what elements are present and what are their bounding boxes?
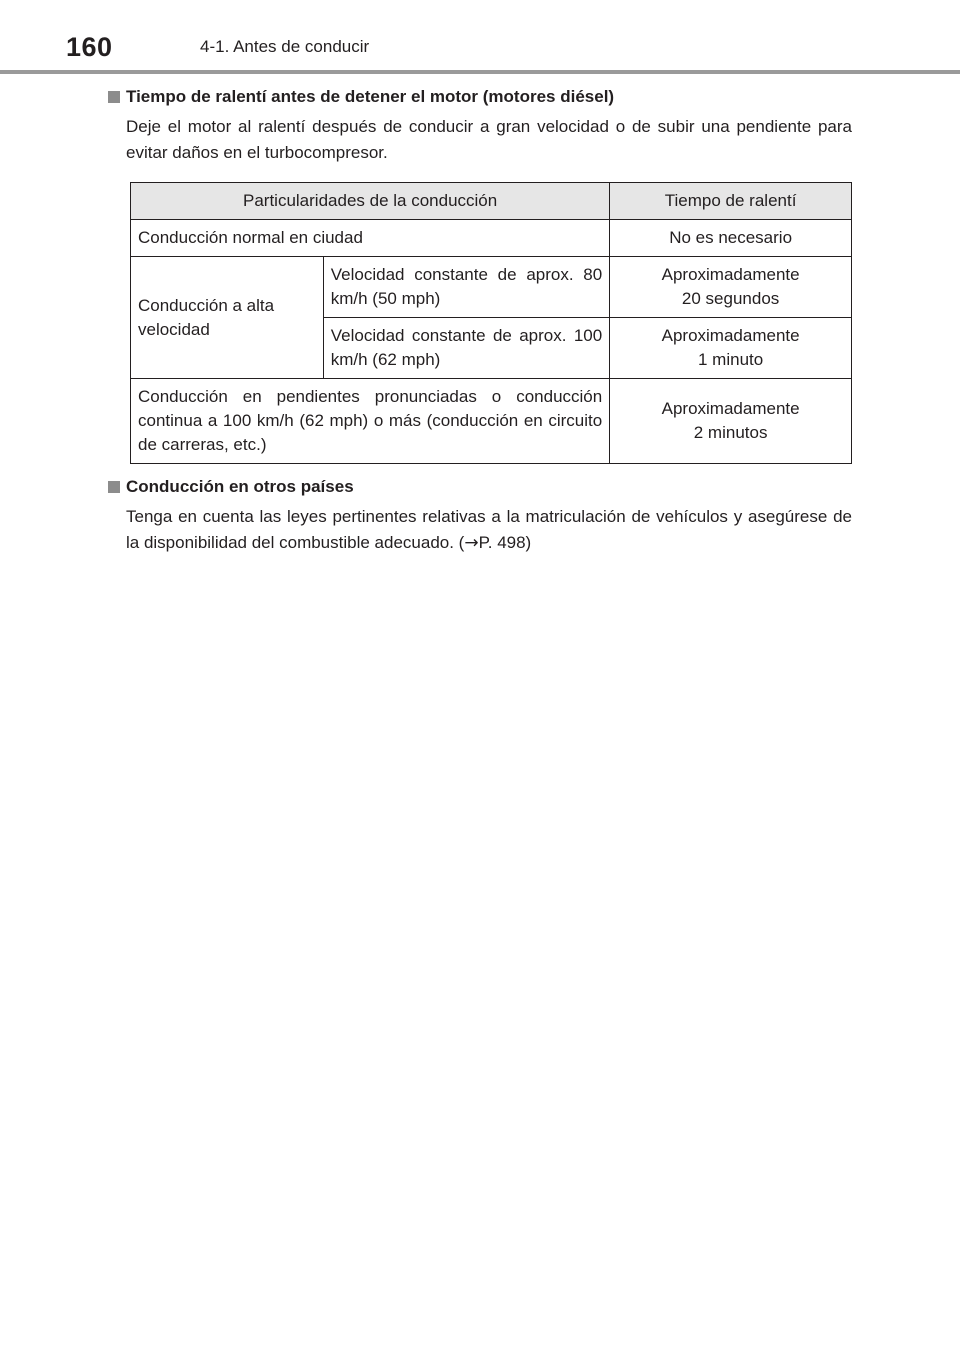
cell-speed-80-condition: Velocidad constante de aprox. 80 km/h (50 mph) (323, 257, 609, 318)
cell-city-time: No es necesario (610, 220, 852, 257)
table-row (131, 220, 852, 257)
header-idle-time: Tiempo de ralentí (610, 183, 852, 220)
table-row (131, 379, 852, 464)
table-row (131, 257, 852, 318)
cell-speed-80-time (610, 257, 852, 318)
idle-time-table (130, 182, 852, 464)
abroad-heading-text: Conducción en otros países (126, 477, 354, 496)
idle-paragraph: Deje el motor al ralentí después de conducir a gran velocidad o de subir una pendiente para evitar daños en el turbocompresor. (126, 117, 852, 162)
abroad-heading (108, 474, 852, 500)
time-line: 20 segundos (681, 289, 780, 308)
cell-city-condition: Conducción normal en ciudad (131, 220, 610, 257)
square-bullet-icon (108, 481, 120, 493)
square-bullet-icon (108, 91, 120, 103)
page-reference-link[interactable]: P. 498) (478, 533, 532, 552)
cell-speed-100-time (610, 318, 852, 379)
time-line: Aproximadamente (661, 399, 800, 418)
time-line: Aproximadamente (661, 326, 800, 345)
time-line: Aproximadamente (661, 265, 800, 284)
abroad-text: Tenga en cuenta las leyes pertinentes relativas a la matriculación de vehículos y asegúrese de la disponibilidad del combustible adecuado. ( (126, 507, 852, 552)
cell-high-speed-label: Conducción a alta velocidad (131, 257, 324, 379)
section-title: 4-1. Antes de conducir (200, 37, 370, 56)
page-header (0, 0, 960, 76)
arrow-right-icon: → (464, 533, 479, 553)
page-number: 160 (66, 32, 113, 62)
cell-steep-condition: Conducción en pendientes pronunciadas o conducción continua a 100 km/h (62 mph) o más (conducción en circuito de carreras, etc.) (131, 379, 610, 464)
header-divider (0, 70, 960, 74)
page-content (108, 84, 852, 556)
cell-speed-100-condition: Velocidad constante de aprox. 100 km/h (62 mph) (323, 318, 609, 379)
cell-steep-time (610, 379, 852, 464)
header-conditions: Particularidades de la conducción (131, 183, 610, 220)
abroad-paragraph (126, 504, 852, 556)
time-line: 1 minuto (698, 350, 764, 369)
time-line: 2 minutos (693, 423, 768, 442)
idle-heading (108, 84, 852, 110)
idle-heading-text: Tiempo de ralentí antes de detener el motor (motores diésel) (126, 87, 615, 106)
table-header-row (131, 183, 852, 220)
